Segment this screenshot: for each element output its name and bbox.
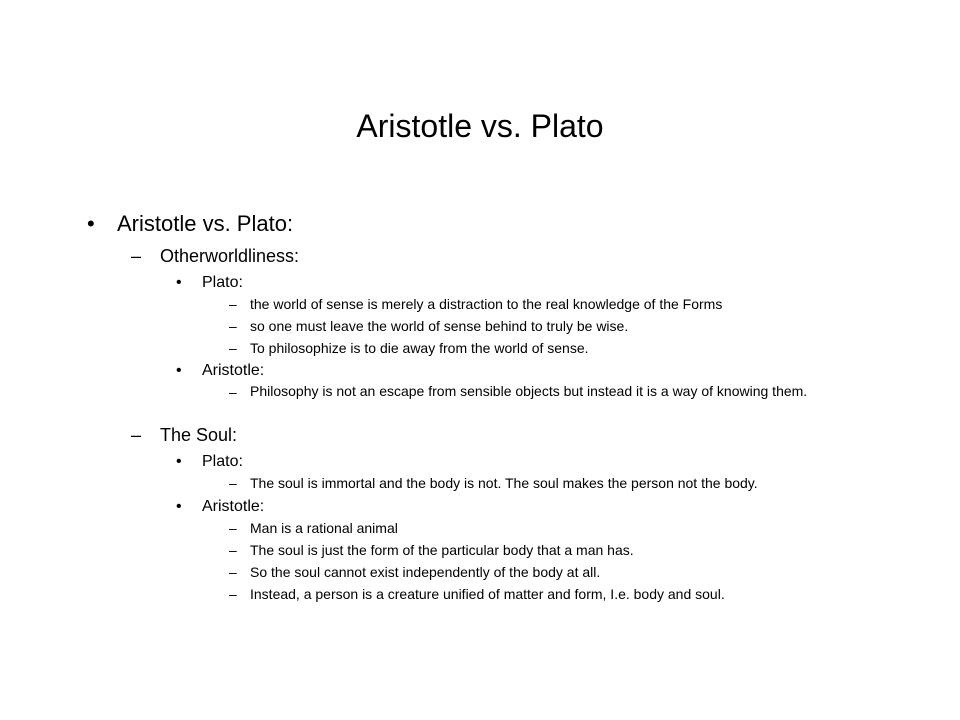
heading-aristotle-vs-plato: Aristotle vs. Plato: — [117, 211, 294, 236]
list-item: To philosophize is to die away from the world of sense. — [250, 340, 589, 356]
group-label-aristotle: Aristotle: — [202, 362, 265, 379]
dash-marker: – — [131, 246, 142, 266]
list-item: So the soul cannot exist independently of the body at all. — [250, 564, 601, 580]
dash-marker: – — [229, 384, 237, 400]
section-otherworldliness: Otherworldliness: — [160, 246, 300, 266]
list-item: The soul is just the form of the particular body that a man has. — [250, 542, 634, 558]
bullet-marker: • — [87, 211, 95, 236]
dash-marker: – — [229, 340, 237, 356]
list-item: so one must leave the world of sense behind to truly be wise. — [250, 318, 629, 334]
dash-marker: – — [229, 564, 237, 580]
list-item: Instead, a person is a creature unified of matter and form, I.e. body and soul. — [250, 586, 725, 602]
list-item: The soul is immortal and the body is not. The soul makes the person not the body. — [250, 475, 758, 491]
group-label-plato: Plato: — [202, 453, 243, 470]
list-item: the world of sense is merely a distraction to the real knowledge of the Forms — [250, 296, 723, 312]
dash-marker: – — [229, 542, 237, 558]
section-the-soul: The Soul: — [160, 425, 238, 445]
dash-marker: – — [229, 318, 237, 334]
dash-marker: – — [229, 520, 237, 536]
bullet-marker: • — [176, 362, 182, 379]
dash-marker: – — [229, 475, 237, 491]
dash-marker: – — [131, 425, 142, 445]
dash-marker: – — [229, 586, 237, 602]
slide-title: Aristotle vs. Plato — [356, 108, 604, 144]
bullet-marker: • — [176, 498, 182, 515]
dash-marker: – — [229, 296, 237, 312]
list-item: Philosophy is not an escape from sensible objects but instead it is a way of knowing them. — [250, 383, 808, 399]
bullet-marker: • — [176, 274, 182, 291]
group-label-aristotle: Aristotle: — [202, 498, 265, 515]
list-item: Man is a rational animal — [250, 520, 398, 536]
bullet-marker: • — [176, 453, 182, 470]
group-label-plato: Plato: — [202, 274, 243, 291]
